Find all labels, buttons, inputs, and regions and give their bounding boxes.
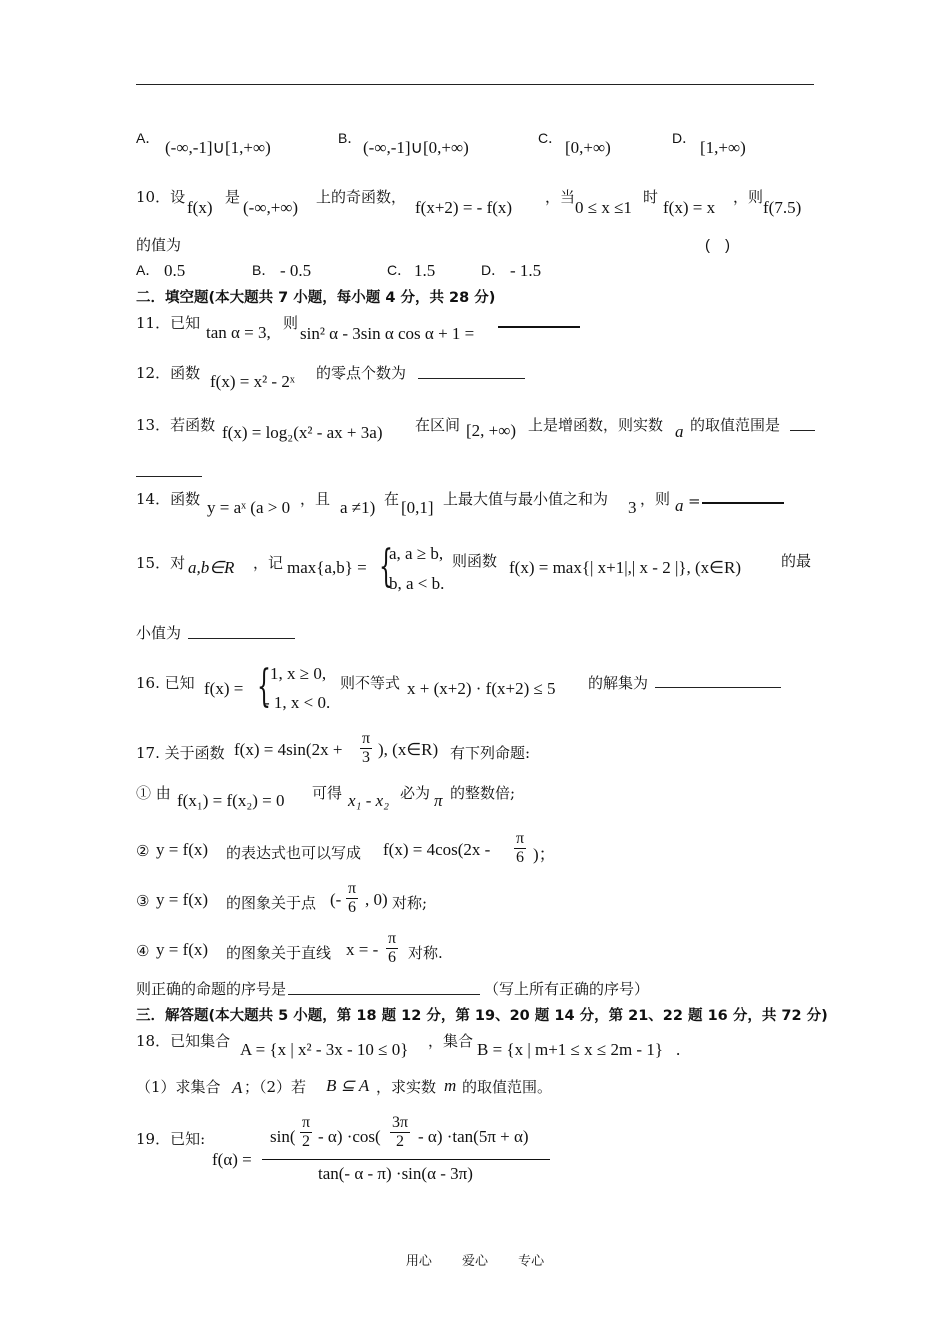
q13-text-2: 上是增函数，则实数 bbox=[528, 416, 664, 434]
q9-option-a-value: (-∞,-1]∪[1,+∞) bbox=[165, 138, 271, 157]
q17-proposition-3-expr: y = f(x) bbox=[156, 890, 209, 909]
q14-number: 14．函数 bbox=[136, 490, 201, 508]
q18-subquestion-4: 的取值范围。 bbox=[462, 1078, 553, 1096]
q17-proposition-4-expr: y = f(x) bbox=[156, 940, 209, 959]
q15-answer-blank[interactable] bbox=[188, 624, 295, 639]
q18-subquestion-2: ；（2）若 bbox=[244, 1078, 307, 1096]
q19-numerator-c: - α) ·tan(5π + α) bbox=[418, 1127, 529, 1146]
q12-number: 12．函数 bbox=[136, 364, 201, 382]
q17-proposition-2-text: 的表达式也可以写成 bbox=[226, 844, 362, 862]
q10-option-b-label: B． bbox=[252, 262, 276, 278]
q10-equation-2: f(x) = x bbox=[663, 198, 716, 217]
q18-subquestion-3: ，求实数 bbox=[376, 1078, 437, 1096]
q13-expression: f(x) = log₂(x² - ax + 3a) bbox=[222, 423, 383, 442]
section-3-heading: 三．解答题(本大题共 5 小题，第 18 题 12 分，第 19、20 题 14 分，第 21、22 题 16 分，共 72 分) bbox=[136, 1008, 828, 1024]
q9-option-a-label: A． bbox=[136, 130, 160, 146]
q9-option-d-label: D． bbox=[672, 130, 697, 146]
footer-text-3: 专心 bbox=[518, 1254, 545, 1269]
footer-text-1: 用心 bbox=[405, 1254, 432, 1269]
q17-heading-tail: 有下列命题: bbox=[450, 744, 531, 762]
q12-answer-blank[interactable] bbox=[418, 364, 525, 379]
q18-number: 18．已知集合 bbox=[136, 1032, 231, 1050]
q10-func: f(x) bbox=[187, 198, 213, 217]
q15-text-3: 的最 bbox=[781, 552, 812, 570]
q10-line-2: 的值为 bbox=[136, 236, 182, 254]
q16-case-1: 1, x ≥ 0, bbox=[270, 664, 327, 683]
q15-line-2: 小值为 bbox=[136, 624, 182, 642]
q11-given: tan α = 3, bbox=[206, 323, 271, 342]
q9-option-c-label: C． bbox=[538, 130, 563, 146]
q18-set-a: A = {x | x² - 3x - 10 ≤ 0} bbox=[240, 1040, 409, 1059]
q10-text-4: 时 bbox=[643, 188, 659, 206]
q9-option-b-label: B． bbox=[338, 130, 362, 146]
page-footer bbox=[0, 1250, 950, 1269]
q14-text-1: ，且 bbox=[300, 490, 331, 508]
footer-text-2: 爱心 bbox=[461, 1254, 488, 1269]
q10-option-d-value: - 1.5 bbox=[510, 261, 542, 280]
q9-option-d-value: [1,+∞) bbox=[700, 138, 746, 157]
q15-definition: max{a,b} = bbox=[287, 558, 367, 577]
q19-fraction-pi-over-2: $\frac{\pi}{2}$ bbox=[302, 1114, 311, 1150]
q10-option-a-value: 0.5 bbox=[164, 261, 186, 280]
q19-fraction-3pi-over-2: $\frac{3\pi}{2}$ bbox=[392, 1114, 409, 1150]
q15-text-2: 则函数 bbox=[452, 552, 498, 570]
q11-answer-blank[interactable] bbox=[498, 312, 580, 328]
q10-option-b-value: - 0.5 bbox=[280, 261, 312, 280]
q18-period: . bbox=[676, 1040, 681, 1059]
q14-variable: a bbox=[675, 496, 684, 515]
q19-lhs: f(α) = bbox=[212, 1150, 252, 1169]
q13-variable: a bbox=[675, 422, 684, 441]
q18-text-1: ，集合 bbox=[428, 1032, 474, 1050]
q10-target: f(7.5) bbox=[763, 198, 802, 217]
q17-answer-note: （写上所有正确的序号） bbox=[484, 980, 650, 998]
q13-number: 13．若函数 bbox=[136, 416, 216, 434]
q11-text-1: 则 bbox=[283, 314, 299, 332]
q17-proposition-2-expr-2: f(x) = 4cos(2x - bbox=[383, 840, 491, 859]
q17-proposition-1-label: ① 由 bbox=[136, 784, 171, 802]
q14-expression: y = aˣ (a > 0 bbox=[207, 498, 291, 517]
q17-proposition-3-pre: (- bbox=[330, 890, 342, 909]
q15-number: 15．对 bbox=[136, 554, 186, 572]
q14-text-2: 在 bbox=[384, 490, 400, 508]
q10-condition: 0 ≤ x ≤1 bbox=[575, 198, 632, 217]
q15-case-1: a, a ≥ b, bbox=[389, 544, 444, 563]
section-2-heading: 二．填空题(本大题共 7 小题，每小题 4 分，共 28 分) bbox=[136, 290, 496, 306]
q13-answer-blank-2[interactable] bbox=[136, 462, 202, 477]
q14-answer-blank[interactable] bbox=[702, 488, 784, 504]
q17-proposition-2-tail: )； bbox=[533, 845, 556, 864]
q18-relation: B ⊆ A bbox=[326, 1076, 370, 1095]
q17-proposition-4-text: 的图象关于直线 bbox=[226, 944, 332, 962]
q9-option-b-value: (-∞,-1]∪[0,+∞) bbox=[363, 138, 469, 157]
q17-proposition-3-tail: 对称; bbox=[392, 894, 428, 912]
q15-case-2: b, a < b. bbox=[389, 574, 445, 593]
q17-proposition-1-text-c: 的整数倍; bbox=[450, 784, 516, 802]
q17-proposition-2-label: ② bbox=[136, 842, 150, 860]
q10-text-3: ，当 bbox=[545, 188, 576, 206]
q11-number: 11．已知 bbox=[136, 314, 201, 332]
q10-equation-1: f(x+2) = - f(x) bbox=[415, 198, 513, 217]
q17-answer-prompt: 则正确的命题的序号是 bbox=[136, 980, 287, 998]
q17-proposition-1-var: x₁ - x₂ bbox=[348, 791, 390, 810]
q13-text-1: 在区间 bbox=[415, 416, 461, 434]
q18-var-m: m bbox=[444, 1076, 457, 1095]
q16-number: 16. 已知 bbox=[136, 674, 195, 692]
q16-answer-blank[interactable] bbox=[655, 673, 781, 688]
q11-expression: sin² α - 3sin α cos α + 1 = bbox=[300, 324, 475, 343]
q10-option-c-value: 1.5 bbox=[414, 261, 436, 280]
q10-option-c-label: C． bbox=[387, 262, 412, 278]
q17-fraction-pi-over-3: $\frac{\pi}{3}$ bbox=[362, 730, 371, 766]
header-rule bbox=[136, 84, 814, 85]
q16-case-2: - 1, x < 0. bbox=[264, 693, 331, 712]
q17-proposition-3-post: , 0) bbox=[365, 890, 388, 909]
q15-expression: f(x) = max{| x+1|,| x - 2 |}, (x∈R) bbox=[509, 558, 741, 577]
q18-subquestion-1: （1）求集合 bbox=[136, 1078, 221, 1096]
q17-proposition-3-text: 的图象关于点 bbox=[226, 894, 317, 912]
q19-number: 19．已知: bbox=[136, 1130, 206, 1148]
q16-definition: f(x) = bbox=[204, 679, 244, 698]
q17-function-tail: ), (x∈R) bbox=[378, 740, 439, 759]
q12-text-1: 的零点个数为 bbox=[316, 364, 407, 382]
q10-number: 10．设 bbox=[136, 188, 186, 206]
q9-option-c-value: [0,+∞) bbox=[565, 138, 611, 157]
q19-fraction-bar bbox=[262, 1159, 550, 1160]
q19-numerator-b: - α) ·cos( bbox=[318, 1127, 381, 1146]
q17-proposition-2-expr: y = f(x) bbox=[156, 840, 209, 859]
q17-proposition-3-label: ③ bbox=[136, 892, 150, 910]
q14-text-4: ，则 bbox=[640, 490, 671, 508]
q17-proposition-1-expr: f(x₁) = f(x₂) = 0 bbox=[177, 791, 285, 810]
q10-option-a-label: A． bbox=[136, 262, 160, 278]
q14-text-3: 上最大值与最小值之和为 bbox=[443, 490, 609, 508]
q10-text-5: ，则 bbox=[733, 188, 764, 206]
q10-domain: (-∞,+∞) bbox=[243, 198, 299, 217]
q17-proposition-1-pi: π bbox=[434, 791, 443, 810]
q15-text-1: ，记 bbox=[253, 554, 284, 572]
q10-answer-parens: ( ) bbox=[705, 237, 730, 254]
q16-text-1: 则不等式 bbox=[340, 674, 401, 692]
q14-text-5: = bbox=[688, 492, 701, 510]
q17-fraction-pi-over-6-c: $\frac{\pi}{6}$ bbox=[388, 930, 397, 966]
q18-var-a: A bbox=[232, 1078, 243, 1097]
q14-value: 3 bbox=[628, 498, 637, 517]
q17-proposition-1-text-a: 可得 bbox=[312, 784, 343, 802]
q14-interval: [0,1] bbox=[401, 498, 434, 517]
q17-proposition-4-label: ④ bbox=[136, 942, 150, 960]
q19-numerator-a: sin( bbox=[270, 1127, 296, 1146]
q15-set: a,b∈R bbox=[188, 558, 235, 577]
q17-proposition-1-text-b: 必为 bbox=[400, 784, 431, 802]
q17-function: f(x) = 4sin(2x + bbox=[234, 740, 343, 759]
q16-brace: { bbox=[257, 661, 271, 712]
q17-proposition-4-tail: 对称. bbox=[408, 944, 443, 962]
q10-text-1: 是 bbox=[225, 188, 241, 206]
q10-option-d-label: D． bbox=[481, 262, 506, 278]
q14-condition: a ≠1) bbox=[340, 498, 376, 517]
q17-proposition-4-pre: x = - bbox=[346, 940, 379, 959]
q19-denominator: tan(- α - π) ·sin(α - 3π) bbox=[318, 1164, 473, 1183]
q13-text-3: 的取值范围是 bbox=[690, 416, 781, 434]
q10-text-2: 上的奇函数， bbox=[316, 188, 407, 206]
q13-interval: [2, +∞) bbox=[466, 421, 517, 440]
q16-text-2: 的解集为 bbox=[588, 674, 649, 692]
q18-set-b: B = {x | m+1 ≤ x ≤ 2m - 1} bbox=[477, 1040, 664, 1059]
q12-expression: f(x) = x² - 2ˣ bbox=[210, 372, 295, 391]
q15-brace: { bbox=[379, 541, 393, 592]
q17-heading: 17. 关于函数 bbox=[136, 744, 225, 762]
q17-fraction-pi-over-6-b: $\frac{\pi}{6}$ bbox=[348, 880, 357, 916]
q16-inequality: x + (x+2) · f(x+2) ≤ 5 bbox=[407, 679, 556, 698]
q17-fraction-pi-over-6-a: $\frac{\pi}{6}$ bbox=[516, 830, 525, 866]
q17-answer-blank[interactable] bbox=[288, 980, 480, 995]
q13-answer-blank-1[interactable] bbox=[790, 416, 815, 431]
